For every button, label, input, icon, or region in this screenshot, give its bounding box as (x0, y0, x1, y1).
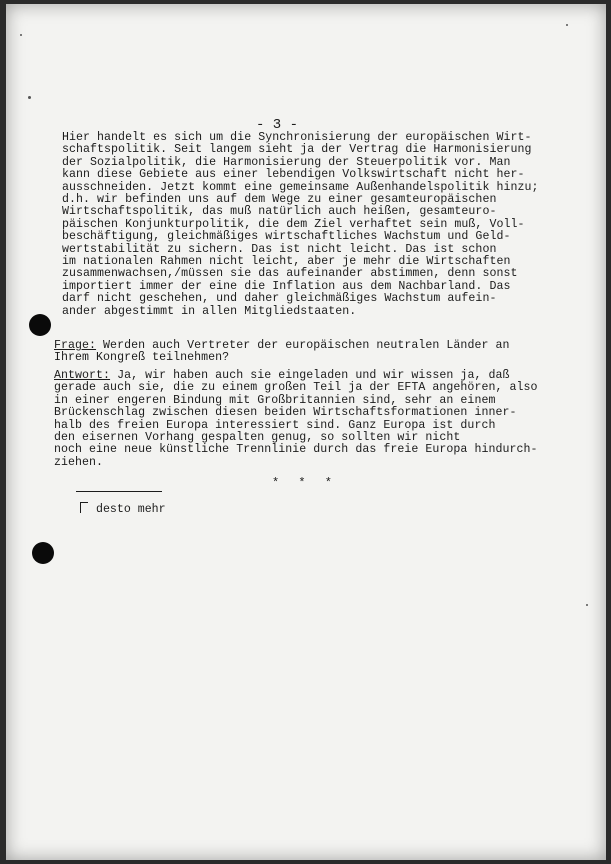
question-text: Werden auch Vertreter der europäischen neutralen Länder an Ihrem Kongreß teilnehmen? (54, 339, 510, 365)
body-paragraph: Hier handelt es sich um die Synchronisierung der europäischen Wirt- schaftspolitik. Seit langem sieht ja der Vertrag die Harmonisierung der Sozialpolitik, die Harmonisierung der Steuerpolitik vor. Man kann diese Gebiete aus einer lebendigen Volkswirtschaft nicht her- ausschneiden. Jetzt kommt eine gemeinsame Außenhandelspolitik hinzu; d.h. wir befinden uns auf dem Wege zu einer gesamteuropäischen Wirtschaftspolitik, das muß natürlich auch heißen, gesamteuro- päischen Konjunkturpolitik, die dem Ziel verhaftet sein muß, Voll- beschäftigung, gleichmäßiges wirtschaftliches Wachstum und Geld- wertstabilität zu sichern. Das ist nicht leicht. Das ist schon im nationalen Rahmen nicht leicht, aber je mehr die Wirtschaften zusammenwachsen,/müssen sie das aufeinander abstimmen, denn sonst importiert immer der eine die Inflation aus dem Nachbarland. Das darf nicht geschehen, und daher gleichmäßiges Wachstum aufein- ander abgestimmt in allen Mitgliedstaaten. (62, 131, 539, 318)
scan-speck (20, 34, 22, 36)
document-page (6, 4, 606, 860)
footnote-rule (76, 491, 162, 492)
answer-text: Ja, wir haben auch sie eingeladen und wir wissen ja, daß gerade auch sie, die zu einem großen Teil ja der EFTA angehören, also in einer engeren Bindung mit Großbritannien sind, sehr an einem Brückenschlag zwischen diesen beiden Wirtschaftsformationen inner- halb des freien Europa interessiert sind. Ganz Europa ist durch den eisernen Vorhang gespalten genug, so sollten wir nicht noch eine neue künstliche Trennlinie durch das freie Europa hindurch- ziehen. (54, 369, 538, 469)
question-block (54, 340, 509, 365)
page-number: - 3 - (256, 117, 299, 133)
footnote-text: desto mehr (96, 503, 166, 516)
section-separator: * * * (272, 476, 339, 490)
scan-speck (28, 96, 31, 99)
punch-hole (29, 314, 51, 336)
scan-speck (586, 604, 588, 606)
punch-hole (32, 542, 54, 564)
answer-block (54, 370, 538, 469)
answer-label: Antwort: (54, 369, 111, 382)
footnote-mark-icon (80, 502, 88, 513)
footnote (80, 502, 166, 516)
scan-speck (566, 24, 568, 26)
question-label: Frage: (54, 339, 97, 352)
